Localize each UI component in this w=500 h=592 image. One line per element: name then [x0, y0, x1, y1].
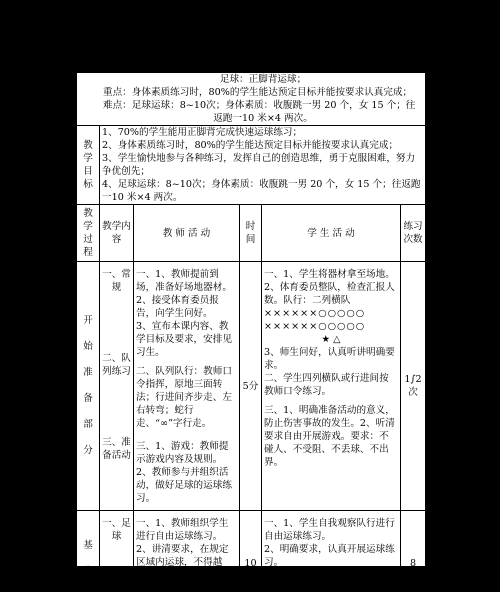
section-basic — [77, 511, 426, 592]
objective-item: 3、学生愉快地参与各种练习，发挥自己的创造思维，勇于克服困难，努力争优创先； — [102, 153, 416, 177]
section-time: 5分 — [240, 262, 262, 511]
header-count: 练习次数 — [401, 205, 426, 262]
section-time: 10 — [240, 511, 262, 592]
section-content: 一、常规 二、队列练习 三、准备活动 — [100, 262, 134, 511]
section-teacher: 一、1、教师组织学生进行自由运球练习。 2、讲清要求，在规定区域内运球，不得越界，但不限 — [134, 511, 240, 592]
header-student: 学 生 活 动 — [262, 205, 401, 262]
objectives-row — [77, 126, 426, 205]
section-count: 1∫2次 — [401, 262, 426, 511]
lesson-plan-table — [76, 72, 426, 592]
header-teacher: 教 师 活 动 — [134, 205, 240, 262]
objective-item: 4、足球运球：8~10次；身体素质：收腹跳一男 20 个，女 15 个；往返跑一10 米×4 两次。 — [102, 179, 421, 203]
difficulty-points: 难点：足球运球：8~10次；身体素质：收腹跳一男 20 个，女 15 个；往 — [103, 100, 416, 111]
header-content: 教学内容 — [100, 205, 134, 262]
section-opening — [77, 262, 426, 511]
section-content: 一、足球 — [100, 511, 134, 592]
difficulty-points-cont: 返跑一10 米×4 两次。 — [213, 113, 313, 124]
objective-item: 1、70%的学生能用正脚背完成快速运球练习； — [102, 127, 303, 138]
section-label: 基 本 — [77, 511, 100, 592]
header-process: 教学过程 — [77, 205, 100, 262]
header-row — [77, 205, 426, 262]
content-row — [77, 73, 426, 126]
section-teacher: 一、1、教师提前到场，准备好场地器材。 2、接受体育委员报告，向学生问好。 3、宣布本课内容、教学目标及要求，安排见习生。 二、队列队行：教师口令指挥，原地三面转法；行进间齐步走、左右转弯；蛇行走、“∞”字行走。 三、1、游戏：教师提示游戏内容及规则。 2、教师参与并组织活动，做好足球的运球练习。 — [134, 262, 240, 511]
objective-item: 2、身体素质练习时，80%的学生能达预定目标并能按要求认真完成； — [102, 140, 399, 151]
content-line: 足球：正脚背运球； — [219, 74, 307, 85]
key-points: 重点：身体素质练习时，80%的学生能达预定目标并能按要求认真完成； — [103, 87, 413, 98]
section-label: 开 始 准 备 部 分 — [77, 262, 100, 511]
section-student: 一、1、学生将器材拿至场地。 2、体育委员整队，检查汇报人数。队行：二列横队 ××××××○○○○○ ××××××○○○○○ ★ △ 3、师生问好，认真听讲明确要求。 二、学生四列横队或行进间按教师口令练习。 三、1、明确准备活动的意义，防止伤害事故的发生。2、听清要求自由开展游戏。要求：不碰人、不受阻、不丢球、不出界。 — [262, 262, 401, 511]
header-time: 时间 — [240, 205, 262, 262]
section-student: 一、1、学生自我观察队行进行自由运球练习。 2、明确要求，认真开展运球练习。 — [262, 511, 401, 592]
objectives-label: 教学目标 — [77, 126, 100, 205]
lesson-plan-page — [76, 72, 425, 581]
section-count: 8 — [401, 511, 426, 592]
